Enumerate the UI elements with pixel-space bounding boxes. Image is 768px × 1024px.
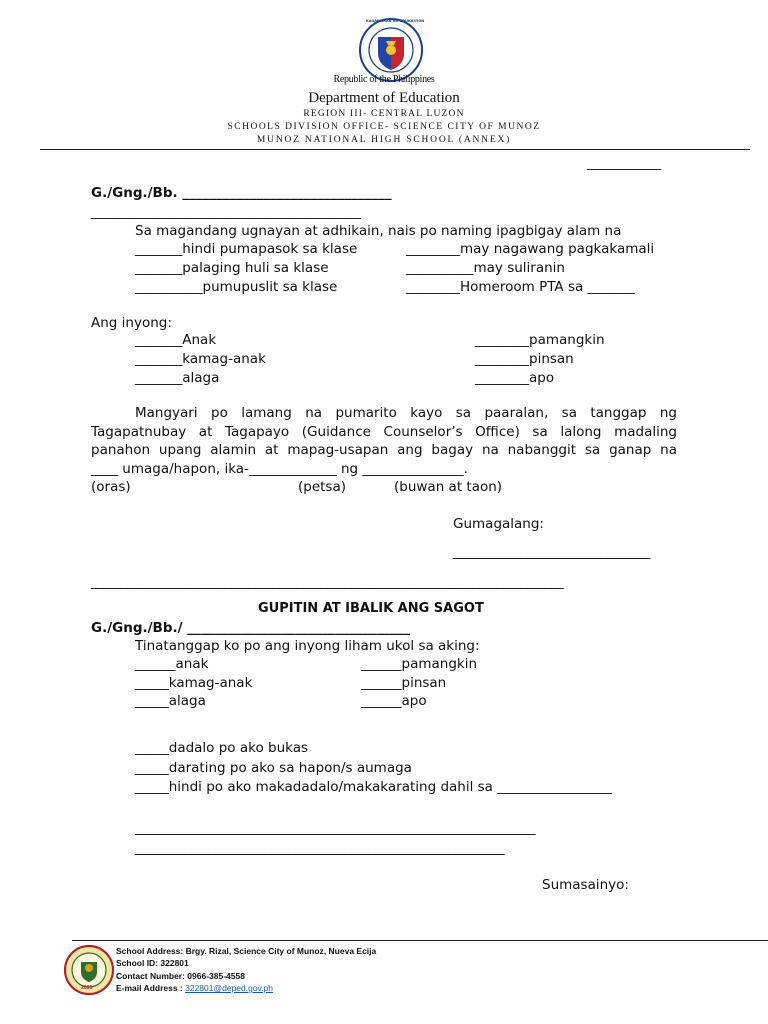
reason-left-1: _______hindi pumapasok sa klase <box>135 241 358 257</box>
header-divider <box>40 149 750 150</box>
date-blank: ___________ <box>587 155 662 171</box>
letter-closing: Gumagalang: <box>453 516 544 532</box>
school-text: MUNOZ NATIONAL HIGH SCHOOL (ANNEX) <box>256 135 512 145</box>
footer-divider <box>72 940 768 941</box>
reason-left-2: _______palaging huli sa klase <box>135 260 329 276</box>
reply-answer-1: _____dadalo po ako bukas <box>135 740 309 756</box>
footer-email-row <box>116 983 273 993</box>
region-text: REGION III- CENTRAL LUZON <box>303 109 465 119</box>
logo-ring-text: KAGAWARAN NG EDUKASYON <box>366 19 425 23</box>
reply-line-2: ____________________________________________________________ <box>135 840 505 856</box>
label-oras: (oras) <box>91 479 131 495</box>
letter-addressee-line2: ________________________________________ <box>91 204 361 220</box>
reason-right-1: ________may nagawang pagkakamali <box>406 241 655 257</box>
footer-contact: Contact Number: 0966-385-4558 <box>116 971 245 981</box>
reply-relation-left-2: _____kamag-anak <box>135 675 253 691</box>
reply-intro: Tinatanggap ko po ang inyong liham ukol sa aking: <box>135 638 480 654</box>
signature-line: ________________________________ <box>453 544 650 560</box>
reply-relation-left-1: ______anak <box>135 656 209 672</box>
republic-text: Republic of the Philippines <box>333 74 435 85</box>
paragraph-line-1: Mangyari po lamang na pumarito kayo sa paaralan, sa tanggap ng <box>135 405 677 421</box>
reply-addressee: G./Gng./Bb./ _________________________________ <box>91 620 411 636</box>
department-text: Department of Education <box>308 90 460 106</box>
relation-left-3: _______alaga <box>135 370 220 386</box>
label-buwan: (buwan at taon) <box>394 479 503 495</box>
reason-left-3: __________pumupuslit sa klase <box>135 279 338 295</box>
reply-relation-right-1: ______pamangkin <box>361 656 478 672</box>
footer-email-link[interactable]: 322801@deped.gov.ph <box>185 983 274 993</box>
label-petsa: (petsa) <box>298 479 347 495</box>
seal-year: 2005 <box>81 985 93 991</box>
reason-right-2: __________may suliranin <box>406 260 565 276</box>
letter-addressee: G./Gng./Bb. _______________________________ <box>91 185 392 201</box>
paragraph-line-2: Tagapatnubay at Tagapayo (Guidance Counselor’s Office) sa lalong madaling <box>91 424 677 440</box>
relation-right-3: ________apo <box>475 370 555 386</box>
reply-answer-2: _____darating po ako sa hapon/s aumaga <box>135 760 412 776</box>
relation-right-1: ________pamangkin <box>475 332 605 348</box>
school-seal <box>64 942 114 998</box>
reason-right-3: ________Homeroom PTA sa _______ <box>406 279 635 295</box>
relation-left-1: _______Anak <box>135 332 217 348</box>
footer-address: School Address: Brgy. Rizal, Science City of Munoz, Nueva Ecija <box>116 946 377 956</box>
reply-relation-right-3: ______apo <box>361 693 427 709</box>
relation-right-2: ________pinsan <box>475 351 574 367</box>
reply-line-1: ________________________________________________________________ <box>135 820 535 836</box>
reply-relation-left-3: _____alaga <box>135 693 206 709</box>
footer-school-id: School ID: 322801 <box>116 958 189 968</box>
paragraph-line-4: ____ umaga/hapon, ika-_____________ ng _______________. <box>91 461 468 477</box>
cut-line: ______________________________________________________________________________ <box>91 574 563 590</box>
reply-relation-right-2: ______pinsan <box>361 675 447 691</box>
relation-label: Ang inyong: <box>91 315 172 331</box>
footer-email-label: E-mail Address : <box>116 983 186 993</box>
reply-title: GUPITIN AT IBALIK ANG SAGOT <box>258 601 484 616</box>
paragraph-line-3: panahon upang alamin at mapag-usapan ang bagay na nabanggit sa ganap na <box>91 442 677 458</box>
relation-left-2: _______kamag-anak <box>135 351 266 367</box>
reply-closing: Sumasainyo: <box>542 877 629 893</box>
letter-intro: Sa magandang ugnayan at adhikain, nais po naming ipagbigay alam na <box>135 223 622 239</box>
reply-answer-3: _____hindi po ako makadadalo/makakarating dahil sa _________________ <box>135 779 612 795</box>
division-text: SCHOOLS DIVISION OFFICE- SCIENCE CITY OF MUNOZ <box>227 122 541 132</box>
